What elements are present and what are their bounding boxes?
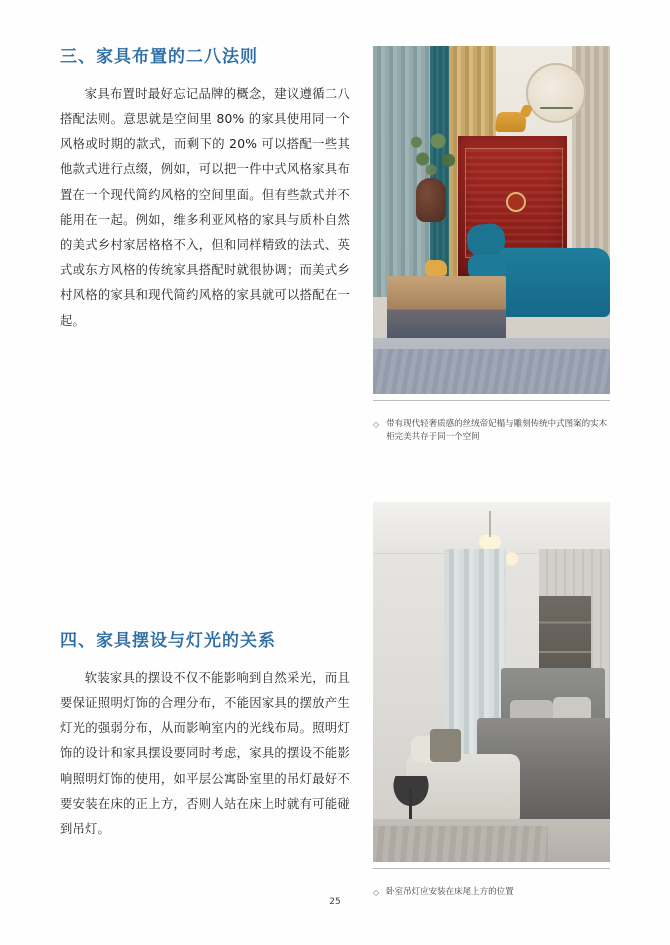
section-two-body bbox=[60, 666, 350, 842]
caption-bullet-icon: ◇ bbox=[373, 888, 380, 898]
section-two-body-text: 软装家具的摆设不仅不能影响到自然采光，而且要保证照明灯饰的合理分布，不能因家具的摆放产生灯光的强弱分布，从而影响室内的光线布局。照明灯饰的设计和家具摆设要同时考虑，家具的摆设不能影响照明灯饰的使用，如平层公寓卧室里的吊灯最好不要安装在床的正上方，否则人站在床上时就有可能碰到吊灯。 bbox=[60, 670, 350, 837]
figure-one-caption-wrap bbox=[373, 400, 610, 444]
round-side-table bbox=[385, 776, 437, 816]
figure-chinese-cabinet-living-room bbox=[373, 46, 610, 444]
photo-chinese-cabinet-living-room bbox=[373, 46, 610, 394]
section-one-title: 三、家具布置的二八法则 bbox=[60, 47, 258, 67]
section-two-title: 四、家具摆设与灯光的关系 bbox=[60, 631, 276, 651]
gold-animal-figurine bbox=[425, 260, 447, 276]
ceramic-vase bbox=[416, 178, 446, 222]
figure-two-caption-text: 卧室吊灯应安装在床尾上方的位置 bbox=[386, 887, 514, 898]
area-rug bbox=[373, 349, 610, 394]
section-two-block bbox=[60, 630, 350, 842]
section-one-block bbox=[60, 46, 350, 334]
figure-two-caption-wrap bbox=[373, 868, 610, 900]
photo-grey-bedroom bbox=[373, 502, 610, 862]
section-one-body bbox=[60, 82, 350, 334]
page-number: 25 bbox=[329, 897, 341, 907]
figure-column bbox=[373, 46, 610, 900]
caption-bullet-icon: ◇ bbox=[373, 420, 380, 429]
area-rug bbox=[373, 826, 548, 862]
accent-cushion bbox=[430, 729, 461, 761]
figure-one-caption-text: 带有现代轻奢质感的丝绒帝妃榻与雕刻传统中式图案的实木柜完美共存于同一个空间 bbox=[386, 419, 608, 443]
gold-horse-sculpture bbox=[495, 112, 527, 132]
section-one-body-text: 家具布置时最好忘记品牌的概念，建议遵循二八搭配法则。意思就是空间里 80% 的家具使用同一个风格或时期的款式，而剩下的 20% 可以搭配一些其他款式进行点缀，例如，可以把一件中式风格家具布置在一个现代简约风格的空间里面。但有些款式并不能用在一起。例如，维多利亚风格的家具与质朴自然的美式乡村家居格格不入，但和同样精致的法式、英式或东方风格的传统家具搭配时就很协调；而美式乡村风格的家具和现代简约风格的家具就可以搭配在一起。 bbox=[60, 86, 350, 328]
coffee-table bbox=[387, 276, 506, 346]
figure-one-caption bbox=[373, 418, 610, 444]
green-plant bbox=[404, 123, 466, 183]
figure-grey-bedroom bbox=[373, 502, 610, 900]
photo-illustration bbox=[373, 46, 610, 394]
photo-illustration bbox=[373, 502, 610, 862]
cabinet-ring-handle bbox=[506, 192, 526, 212]
